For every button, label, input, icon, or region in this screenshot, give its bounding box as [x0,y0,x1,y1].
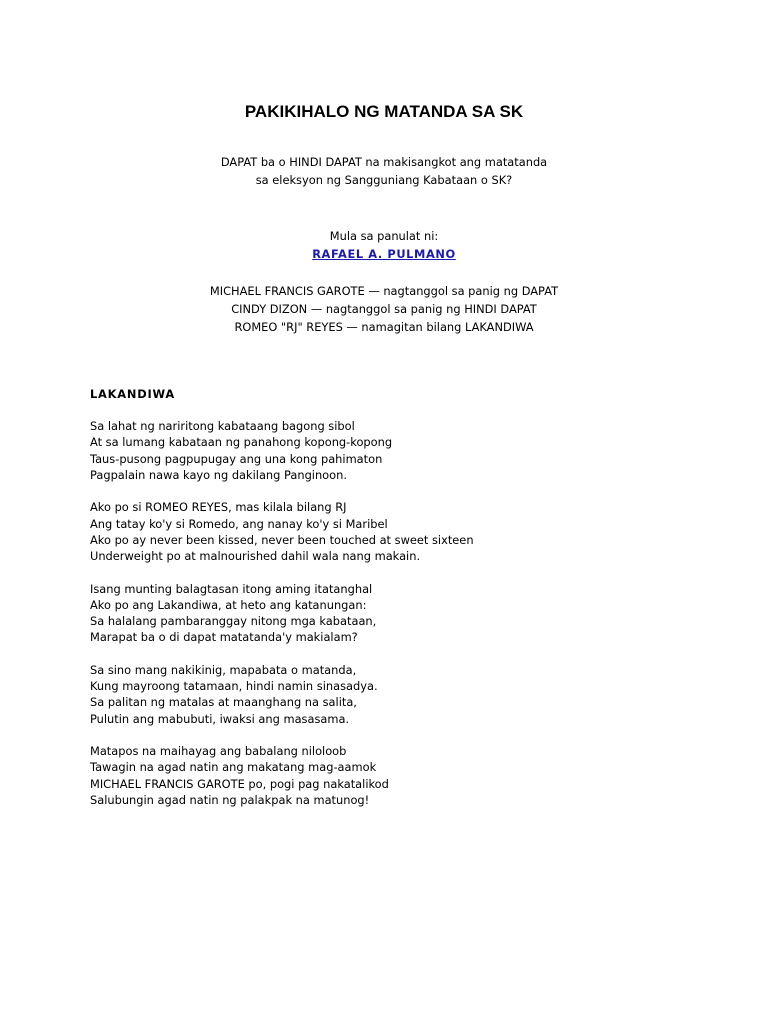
verse-line: Tawagin na agad natin ang makatang mag-aamok [90,760,377,775]
author-link[interactable]: RAFAEL A. PULMANO [312,247,456,261]
intro-line: DAPAT ba o HINDI DAPAT na makisangkot ang matatanda [220,155,548,169]
verse-line: Sa halalang pambaranggay nitong mga kabataan, [90,614,377,628]
verse-line: Sa palitan ng matalas at maanghang na salita, [90,695,357,710]
stanza [90,418,710,483]
verse-line: Ako po ay never been kissed, never been touched at sweet sixteen [90,532,474,547]
stanza [90,581,710,646]
section-heading: LAKANDIWA [90,387,176,401]
verse-line: Sa lahat ng nariritong kabataang bagong sibol [90,419,355,433]
verse-line: At sa lumang kabataan ng panahong kopong-kopong [90,435,393,450]
verse-line: Ang tatay ko'y si Romedo, ang nanay ko'y si Maribel [90,516,388,531]
intro-line: sa eleksyon ng Sangguniang Kabataan o SK? [255,173,513,187]
verse-line: Isang munting balagtasan itong aming itatanghal [90,581,373,596]
verses [90,418,710,824]
stanza [90,743,710,808]
cast-item: ROMEO "RJ" REYES — namagitan bilang LAKANDIWA [234,320,534,334]
cast-list [0,282,768,336]
verse-line: Marapat ba o di dapat matatanda'y makialam? [90,630,358,645]
verse-line: Taus-pusong pagpupugay ang una kong pahimaton [90,451,383,466]
stanza [90,499,710,564]
document-title: PAKIKIHALO NG MATANDA SA SK [244,102,524,121]
verse-line: Pulutin ang mabubuti, iwaksi ang masasama. [90,711,350,726]
verse-line: Matapos na maihayag ang babalang niloloob [90,744,347,758]
verse-line: Pagpalain nawa kayo ng dakilang Panginoon. [90,467,347,482]
verse-line: Kung mayroong tatamaan, hindi namin sinasadya. [90,679,378,693]
verse-line: MICHAEL FRANCIS GAROTE po, pogi pag nakatalikod [90,776,389,791]
verse-line: Sa sino mang nakikinig, mapabata o matanda, [90,662,357,677]
verse-line: Ako po ang Lakandiwa, at heto ang katanungan: [90,597,367,612]
verse-line: Salubungin agad natin ng palakpak na matunog! [90,792,370,807]
verse-line: Ako po si ROMEO REYES, mas kilala bilang RJ [90,500,347,515]
byline [0,227,768,263]
verse-line: Underweight po at malnourished dahil wala nang makain. [90,549,421,563]
cast-item: MICHAEL FRANCIS GAROTE — nagtanggol sa panig ng DAPAT [209,284,559,298]
cast-item: CINDY DIZON — nagtanggol sa panig ng HINDI DAPAT [231,302,537,316]
byline-label: Mula sa panulat ni: [329,229,439,243]
stanza [90,662,710,727]
intro-question [0,153,768,189]
